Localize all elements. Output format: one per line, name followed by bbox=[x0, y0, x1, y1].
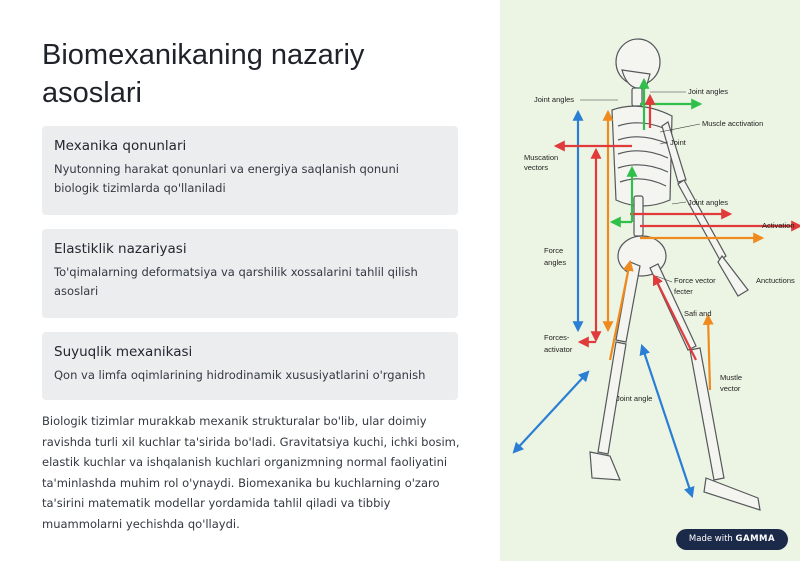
skeleton-figure bbox=[500, 0, 800, 561]
label-joint-angles: Joint angles bbox=[534, 95, 575, 104]
skeleton-body bbox=[590, 39, 760, 510]
card-text: Qon va limfa oqimlarining hidrodinamik xususiyatlarini o'rganish bbox=[54, 368, 426, 382]
card-fluid-mechanics bbox=[42, 332, 458, 400]
card-title: Elastiklik nazariyasi bbox=[54, 241, 187, 257]
label-anctuctions: Anctuctions bbox=[756, 276, 795, 285]
label-fecter: fecter bbox=[674, 287, 693, 296]
label-muscle-activation: Muscle acctivation bbox=[702, 119, 764, 128]
label-joint-angles: Joint angles bbox=[688, 198, 729, 207]
label-mustle: Mustle bbox=[720, 373, 743, 382]
made-with-gamma-badge[interactable] bbox=[676, 529, 788, 550]
card-title: Mexanika qonunlari bbox=[54, 138, 187, 154]
badge-brand: GAMMA bbox=[735, 534, 776, 544]
card-mechanics-laws bbox=[42, 126, 458, 215]
label-vectors: vectors bbox=[524, 163, 549, 172]
label-joint: Joint bbox=[670, 138, 686, 147]
label-force-vector: Force vector bbox=[674, 276, 716, 285]
card-text: Nyutonning harakat qonunlari va energiya saqlanish qonuni biologik tizimlarda qo'llaniladi bbox=[54, 162, 399, 195]
label-muscation: Muscation bbox=[524, 153, 559, 162]
badge-prefix: Made with bbox=[688, 534, 736, 544]
label-joint-angle: Joint angle bbox=[616, 394, 653, 403]
skeleton-illustration bbox=[500, 0, 800, 561]
label-joint-angles: Joint angles bbox=[688, 87, 729, 96]
label-angles: angles bbox=[544, 258, 567, 267]
label-force: Force bbox=[544, 246, 564, 255]
label-activator: activator bbox=[544, 345, 573, 354]
card-text: To'qimalarning deformatsiya va qarshilik xossalarini tahlil qilish asoslari bbox=[54, 265, 418, 298]
label-safi-and: Safi and bbox=[684, 309, 712, 318]
card-elasticity-theory bbox=[42, 229, 458, 318]
label-forces: Forces- bbox=[544, 333, 570, 342]
card-title: Suyuqlik mexanikasi bbox=[54, 344, 193, 360]
label-vector: vector bbox=[720, 384, 741, 393]
body-paragraph: Biologik tizimlar murakkab mexanik strukturalar bo'lib, ular doimiy ravishda turli xil kuchlar ta'sirida bo'ladi. Gravitatsiya kuchi, ichki bosim, elastik kuchlar va ishqalanish kuchlari organizmning normal faoliyatini ta'minlashda muhim rol o'ynaydi. Biomexanika bu kuchlarning o'zaro ta'sirini matematik modellar yordamida tahlil qiladi va tibbiy muammolarni yechishda qo'llaydi. bbox=[42, 414, 460, 531]
label-activation: Activation bbox=[762, 221, 795, 230]
page-title: Biomexanikaning nazariy asoslari bbox=[42, 39, 365, 109]
